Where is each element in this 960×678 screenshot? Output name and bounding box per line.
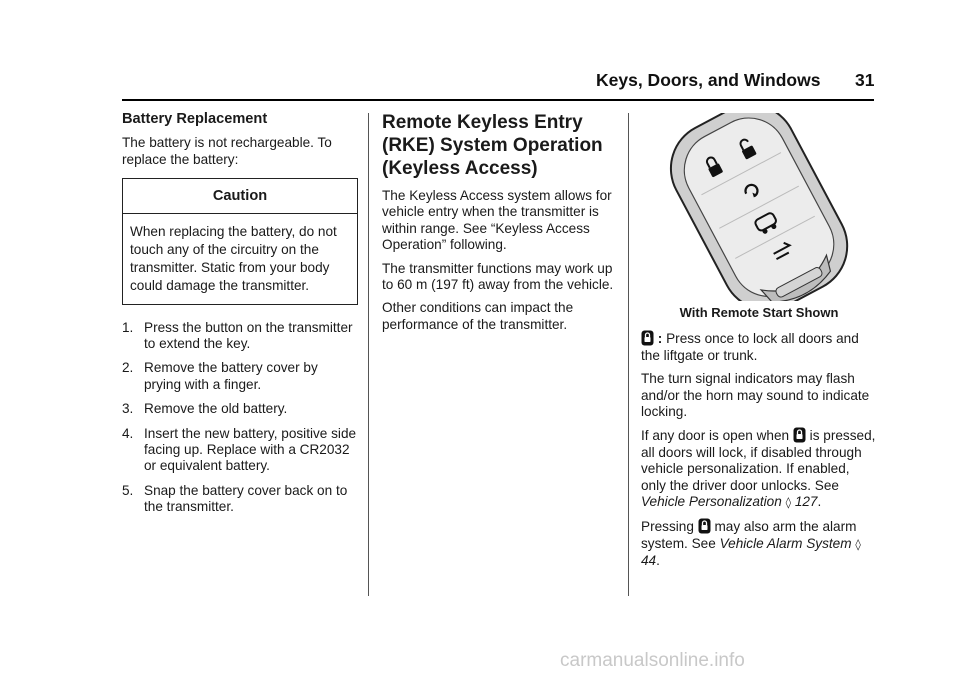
page-ref-icon: ◊ xyxy=(785,496,792,510)
step-number: 3. xyxy=(122,401,134,417)
step-number: 1. xyxy=(122,319,134,335)
page-number: 31 xyxy=(855,70,875,90)
watermark: carmanualsonline.info xyxy=(560,650,745,671)
column-rke xyxy=(382,111,618,340)
door-open-text-a: If any door is open when xyxy=(641,428,793,444)
door-open-end: . xyxy=(817,494,822,510)
step-item xyxy=(122,320,358,353)
vehicle-personalization-link[interactable]: Vehicle Personalization xyxy=(641,494,782,510)
lock-description xyxy=(641,330,877,364)
page-ref-127[interactable]: 127 xyxy=(794,494,818,510)
column-transmitter xyxy=(641,111,877,577)
lock-icon xyxy=(641,330,654,346)
figure-caption: With Remote Start Shown xyxy=(679,305,839,320)
vehicle-alarm-system-link[interactable]: Vehicle Alarm System xyxy=(719,535,852,551)
step-item xyxy=(122,426,358,475)
turn-signal-paragraph: The turn signal indicators may flash and/or the horn may sound to indicate locking. xyxy=(641,371,870,420)
rke-paragraph-3: Other conditions can impact the performance of the transmitter. xyxy=(382,300,574,332)
battery-steps xyxy=(122,320,358,516)
lock-icon xyxy=(793,427,806,443)
caution-box xyxy=(122,178,358,304)
battery-heading: Battery Replacement xyxy=(122,111,268,127)
page-ref-44[interactable]: 44 xyxy=(641,553,657,569)
step-number: 2. xyxy=(122,360,134,376)
column-battery xyxy=(122,111,358,524)
lock-desc-text: Press once to lock all doors and the liftgate or trunk. xyxy=(641,331,859,363)
key-fob-icon xyxy=(641,113,877,301)
header-rule xyxy=(122,99,874,101)
door-open-paragraph xyxy=(641,427,877,511)
alarm-text-b: may also arm the alarm system. See xyxy=(641,519,857,551)
page-ref-icon: ◊ xyxy=(855,537,861,551)
step-text: Remove the old battery. xyxy=(144,401,288,417)
rke-heading: Remote Keyless Entry (RKE) System Operation (Keyless Access) xyxy=(382,112,603,179)
door-open-text-b: is pressed, all doors will lock, if disabled through vehicle personalization. If enabled, only the driver door unlocks. See xyxy=(641,428,876,493)
column-divider-1 xyxy=(368,113,369,596)
rke-paragraph-1: The Keyless Access system allows for vehicle entry when the transmitter is within range. See “Keyless Access Operation” following. xyxy=(382,188,612,253)
step-text: Press the button on the transmitter to extend the key. xyxy=(144,319,353,352)
step-number: 5. xyxy=(122,482,134,498)
step-item xyxy=(122,360,358,393)
rke-paragraph-2: The transmitter functions may work up to 60 m (197 ft) away from the vehicle. xyxy=(382,260,614,293)
lock-icon xyxy=(698,518,711,534)
alarm-text-a: Pressing xyxy=(641,519,698,535)
column-divider-2 xyxy=(628,113,629,596)
step-text: Remove the battery cover by prying with a finger. xyxy=(144,360,318,392)
alarm-end: . xyxy=(656,553,660,569)
step-number: 4. xyxy=(122,425,134,441)
step-item xyxy=(122,401,358,417)
key-fob-illustration xyxy=(641,113,877,301)
alarm-paragraph xyxy=(641,518,877,569)
step-text: Insert the new battery, positive side facing up. Replace with a CR2032 or equivalent battery. xyxy=(144,425,357,474)
step-text: Snap the battery cover back on to the transmitter. xyxy=(144,482,348,515)
lock-suffix: : xyxy=(654,331,667,347)
caution-title: Caution xyxy=(123,179,357,213)
page-header-title: Keys, Doors, and Windows xyxy=(596,70,821,90)
battery-intro: The battery is not rechargeable. To replace the battery: xyxy=(122,135,332,167)
step-item xyxy=(122,483,358,516)
caution-text: When replacing the battery, do not touch any of the circuitry on the transmitter. Static from your body could damage the transmitter. xyxy=(130,223,337,293)
